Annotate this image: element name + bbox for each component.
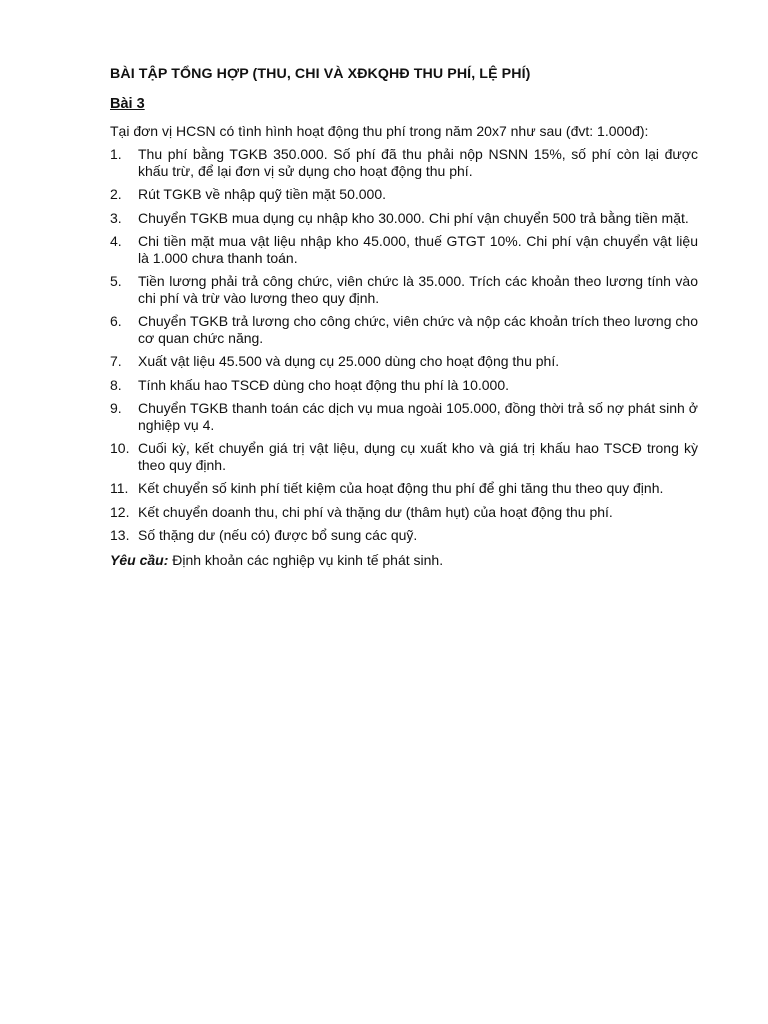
- requirement-text: Định khoản các nghiệp vụ kinh tế phát sinh.: [168, 551, 444, 568]
- task-number: 2.: [110, 186, 122, 202]
- task-text: Kết chuyển doanh thu, chi phí và thặng dư (thâm hụt) của hoạt động thu phí.: [138, 503, 613, 520]
- task-list: [110, 146, 698, 544]
- task-text: Chuyển TGKB trả lương cho công chức, viên chức và nộp các khoản trích theo lương cho cơ quan chức năng.: [138, 313, 698, 346]
- task-item: [110, 527, 698, 544]
- task-item: [110, 480, 698, 497]
- task-item: [110, 504, 698, 521]
- task-number: 10.: [110, 440, 130, 456]
- task-number: 4.: [110, 233, 122, 249]
- task-item: [110, 313, 698, 346]
- document-page: [110, 66, 698, 569]
- document-title: BÀI TẬP TỔNG HỢP (THU, CHI VÀ XĐKQHĐ THU PHÍ, LỆ PHÍ): [110, 66, 531, 82]
- task-number: 12.: [110, 503, 130, 520]
- task-item: [110, 186, 698, 203]
- task-item: [110, 210, 698, 227]
- task-number: 7.: [110, 353, 122, 369]
- task-text: Tiền lương phải trả công chức, viên chức là 35.000. Trích các khoản theo lương tính vào chi phí và trừ vào lương theo quy định.: [138, 273, 698, 306]
- task-number: 11.: [110, 480, 129, 496]
- task-text: Kết chuyển số kinh phí tiết kiệm của hoạt động thu phí để ghi tăng thu theo quy định.: [138, 480, 664, 496]
- task-number: 8.: [110, 376, 122, 393]
- task-item: [110, 146, 698, 179]
- task-text: Số thặng dư (nếu có) được bổ sung các quỹ.: [138, 527, 418, 543]
- task-number: 1.: [110, 146, 122, 162]
- task-text: Tính khấu hao TSCĐ dùng cho hoạt động thu phí là 10.000.: [138, 376, 510, 393]
- task-item: [110, 400, 698, 433]
- task-number: 6.: [110, 313, 122, 329]
- task-item: [110, 273, 698, 306]
- task-text: Thu phí bằng TGKB 350.000. Số phí đã thu phải nộp NSNN 15%, số phí còn lại được khấu trừ, để lại đơn vị sử dụng cho hoạt động thu phí.: [138, 146, 698, 179]
- intro-paragraph: Tại đơn vị HCSN có tình hình hoạt động thu phí trong năm 20x7 như sau (đvt: 1.000đ):: [110, 123, 649, 139]
- task-text: Rút TGKB về nhập quỹ tiền mặt 50.000.: [138, 186, 387, 202]
- task-text: Chuyển TGKB thanh toán các dịch vụ mua ngoài 105.000, đồng thời trả số nợ phát sinh ở nghiệp vụ 4.: [138, 400, 698, 433]
- task-item: [110, 353, 698, 370]
- task-item: [110, 233, 698, 266]
- task-number: 3.: [110, 209, 122, 226]
- task-number: 9.: [110, 400, 122, 416]
- task-item: [110, 440, 698, 473]
- task-number: 13.: [110, 527, 130, 543]
- task-item: [110, 377, 698, 394]
- task-text: Chuyển TGKB mua dụng cụ nhập kho 30.000. Chi phí vận chuyển 500 trả bằng tiền mặt.: [138, 209, 689, 226]
- task-text: Cuối kỳ, kết chuyển giá trị vật liệu, dụng cụ xuất kho và giá trị khấu hao TSCĐ trong kỳ theo quy định.: [138, 440, 698, 473]
- task-text: Chi tiền mặt mua vật liệu nhập kho 45.000, thuế GTGT 10%. Chi phí vận chuyển vật liệu là 1.000 chưa thanh toán.: [138, 233, 698, 266]
- task-text: Xuất vật liệu 45.500 và dụng cụ 25.000 dùng cho hoạt động thu phí.: [138, 353, 560, 369]
- exercise-heading: Bài 3: [110, 96, 145, 112]
- requirement-line: [110, 551, 698, 569]
- task-number: 5.: [110, 273, 122, 289]
- requirement-label: Yêu cầu:: [110, 551, 169, 568]
